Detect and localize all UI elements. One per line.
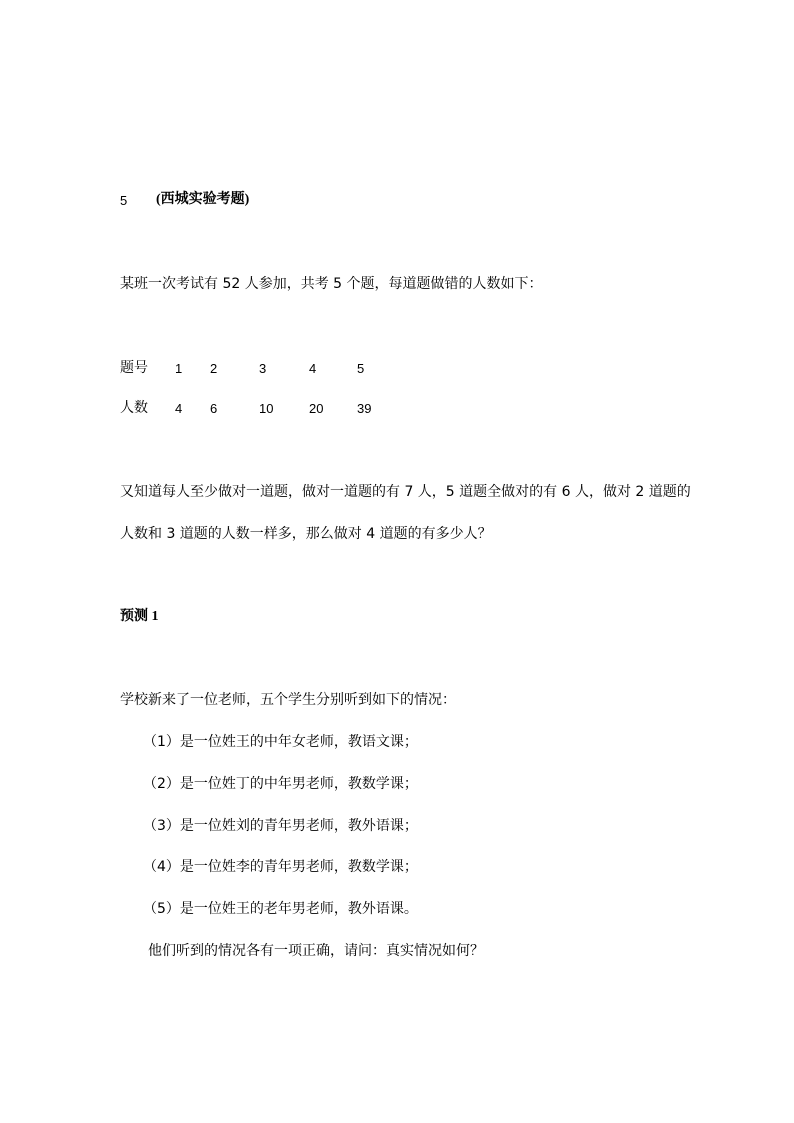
problem-source: (西城实验考题)	[156, 192, 250, 207]
table-cell: 10	[259, 401, 274, 416]
list-item: （5）是一位姓王的老年男老师，教外语课。	[143, 901, 418, 917]
prediction-question: 他们听到的情况各有一项正确，请问：真实情况如何？	[148, 943, 484, 959]
table-cell: 39	[357, 401, 372, 416]
row-label-question: 题号	[120, 360, 148, 376]
table-cell: 1	[175, 361, 183, 376]
problem-text-line: 又知道每人至少做对一道题，做对一道题的有 7 人，5 道题全做对的有 6 人，做对 2 道题的	[120, 484, 691, 500]
row-label-count: 人数	[120, 400, 148, 416]
table-cell: 20	[309, 401, 324, 416]
table-cell: 4	[175, 401, 183, 416]
list-item: （4）是一位姓李的青年男老师，教数学课；	[143, 859, 418, 875]
table-cell: 6	[210, 401, 218, 416]
list-item: （2）是一位姓丁的中年男老师，教数学课；	[143, 776, 418, 792]
table-cell: 5	[357, 361, 365, 376]
problem-number: 5	[120, 193, 128, 208]
table-cell: 2	[210, 361, 218, 376]
table-cell: 4	[309, 361, 317, 376]
problem-text-line: 人数和 3 道题的人数一样多，那么做对 4 道题的有多少人？	[120, 526, 492, 542]
problem-intro: 某班一次考试有 52 人参加，共考 5 个题，每道题做错的人数如下：	[120, 276, 543, 292]
list-item: （3）是一位姓刘的青年男老师，教外语课；	[143, 818, 418, 834]
prediction-intro: 学校新来了一位老师，五个学生分别听到如下的情况：	[120, 692, 456, 708]
section-heading: 预测 1	[120, 609, 159, 624]
list-item: （1）是一位姓王的中年女老师，教语文课；	[143, 734, 418, 750]
table-cell: 3	[259, 361, 267, 376]
